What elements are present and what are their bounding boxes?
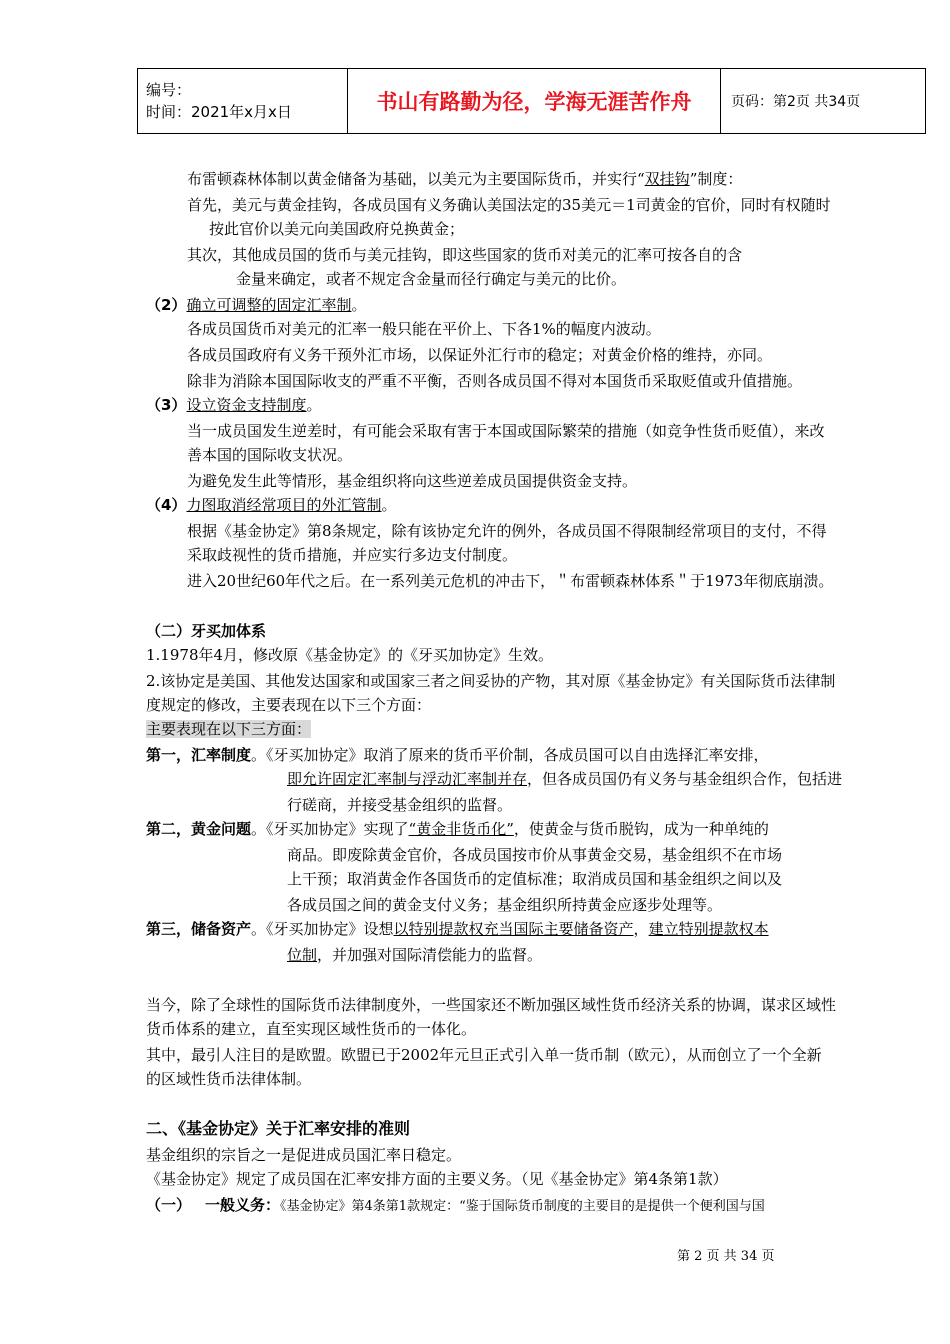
- paragraph-line: 行磋商，并接受基金组织的监督。: [287, 796, 513, 814]
- paragraph-line: 除非为消除本国国际收支的严重不平衡，否则各成员国不得对本国货币采取贬值或升值措施。: [187, 372, 803, 390]
- paragraph-line: 金量来确定，或者不规定含金量而径行确定与美元的比价。: [236, 270, 627, 288]
- document-header: [137, 68, 926, 134]
- paragraph-line: 善本国的国际收支状况。: [187, 446, 353, 464]
- paragraph-line: 采取歧视性的货币措施，并应实行多边支付制度。: [187, 546, 518, 564]
- paragraph-line: 按此官价以美元向美国政府兑换黄金；: [209, 220, 465, 238]
- section-title-exchange-rate: 二、《基金协定》关于汇率安排的准则: [146, 1119, 411, 1138]
- page-footer: 第 2 页 共 34 页: [677, 1249, 775, 1264]
- section-heading-2: （2）确立可调整的固定汇率制。: [146, 296, 367, 314]
- header-motto: 书山有路勤为径，学海无涯苦作舟: [348, 69, 721, 134]
- paragraph-line: 当今，除了全球性的国际货币法律制度外，一些国家还不断加强区域性货币经济关系的协调，谋求区域性: [146, 996, 837, 1014]
- paragraph-line: 1.1978年4月，修改原《基金协定》的《牙买加协定》生效。: [146, 646, 554, 664]
- section-title-jamaica: （二）牙买加体系: [146, 622, 267, 640]
- header-meta: [138, 69, 348, 134]
- paragraph-line: 各成员国之间的黄金支付义务；基金组织所持黄金应逐步处理等。: [287, 896, 723, 914]
- number-label: 编号：: [146, 81, 192, 99]
- paragraph-line: 上干预；取消黄金作各国货币的定值标准；取消成员国和基金组织之间以及: [287, 870, 783, 888]
- paragraph-line: 度规定的修改，主要表现在以下三个方面：: [146, 696, 432, 714]
- time-label: 时间：2021年x月x日: [146, 103, 292, 121]
- paragraph-line: 其中，最引人注目的是欧盟。欧盟已于2002年元旦正式引入单一货币制（欧元），从而创立了一个全新: [146, 1046, 822, 1064]
- paragraph-line: 位制，并加强对国际清偿能力的监督。: [287, 946, 543, 964]
- paragraph-line: 各成员国政府有义务干预外汇市场，以保证外汇行市的稳定；对黄金价格的维持，亦同。: [187, 346, 773, 364]
- paragraph-line: 首先，美元与黄金挂钩，各成员国有义务确认美国法定的35美元＝1司黄金的官价，同时有权随时: [187, 196, 831, 214]
- header-page-info: 页码：第2页 共34页: [721, 69, 926, 134]
- paragraph-line: 货币体系的建立，直至实现区域性货币的一体化。: [146, 1020, 477, 1038]
- paragraph-line: 进入20世纪60年代之后。在一系列美元危机的冲击下，＂布雷顿森林体系＂于1973年彻底崩溃。: [187, 572, 834, 590]
- second-point: 第二，黄金问题。《牙买加协定》实现了“黄金非货币化”，使黄金与货币脱钩，成为一种单纯的: [146, 820, 769, 838]
- paragraph-line: 基金组织的宗旨之一是促进成员国汇率日稳定。: [146, 1146, 462, 1164]
- paragraph-line: 当一成员国发生逆差时，有可能会采取有害于本国或国际繁荣的措施（如竞争性货币贬值），来改: [187, 422, 825, 440]
- paragraph-line: 布雷顿森林体制以黄金储备为基础，以美元为主要国际货币，并实行“双挂钩”制度：: [187, 170, 743, 188]
- paragraph-line: 2.该协定是美国、其他发达国家和或国家三者之间妥协的产物，其对原《基金协定》有关国际货币法律制: [146, 672, 836, 690]
- paragraph-line: 根据《基金协定》第8条规定，除有该协定允许的例外，各成员国不得限制经常项目的支付，不得: [187, 522, 827, 540]
- paragraph-line: 的区域性货币法律体制。: [146, 1070, 312, 1088]
- paragraph-line: 为避免发生此等情形，基金组织将向这些逆差成员国提供资金支持。: [187, 472, 638, 490]
- section-heading-3: （3）设立资金支持制度。: [146, 396, 322, 414]
- first-point: 第一，汇率制度。《牙买加协定》取消了原来的货币平价制，各成员国可以自由选择汇率安排，: [146, 746, 769, 764]
- highlighted-line: 主要表现在以下三方面：: [146, 720, 312, 738]
- underlined-term: 双挂钩: [644, 170, 690, 188]
- paragraph-line: 其次，其他成员国的货币与美元挂钩，即这些国家的货币对美元的汇率可按各自的含: [187, 246, 743, 264]
- third-point: 第三，储备资产。《牙买加协定》设想以特别提款权充当国际主要储备资产，建立特别提款权本: [146, 920, 769, 938]
- general-obligation-line: （一） 一般义务：《基金协定》第4条第1款规定：“鉴于国际货币制度的主要目的是提供一个便利国与国: [146, 1196, 765, 1214]
- paragraph-line: 商品。即废除黄金官价，各成员国按市价从事黄金交易，基金组织不在市场: [287, 846, 783, 864]
- paragraph-line: 各成员国货币对美元的汇率一般只能在平价上、下各1%的幅度内波动。: [187, 320, 661, 338]
- paragraph-line: 即允许固定汇率制与浮动汇率制并存，但各成员国仍有义务与基金组织合作，包括进: [287, 770, 843, 788]
- paragraph-line: 《基金协定》规定了成员国在汇率安排方面的主要义务。（见《基金协定》第4条第1款）: [146, 1170, 728, 1188]
- section-heading-4: （4）力图取消经常项目的外汇管制。: [146, 496, 397, 514]
